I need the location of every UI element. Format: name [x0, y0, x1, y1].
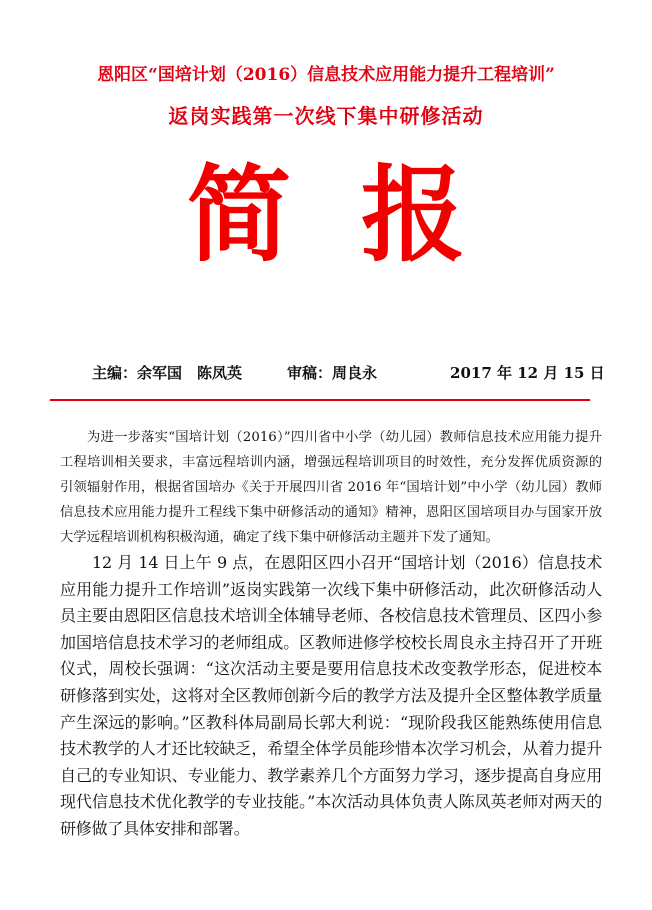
- issue-date: 2017 年 12 月 15 日: [450, 364, 605, 382]
- reviewer-name: 周良永: [332, 364, 378, 382]
- paragraph-2: 12 月 14 日上午 9 点，在恩阳区四小召开“国培计划（2016）信息技术应用能力提升工作培训”返岗实践第一次线下集中研修活动，此次研修活动人员主要由恩阳区信息技术培训全体辅导老师、各校信息技术管理员、区四小参加国培信息技术学习的老师组成。区教师进修学校校长周良永主持召开了开班仪式，周校长强调：“这次活动主要是要用信息技术改变教学形态，促进校本研修落到实处，这将对全区教师创新今后的教学方法及提升全区整体教学质量产生深远的影响。”区教科体局副局长郭大利说：“现阶段我区能熟练使用信息技术教学的人才还比较缺乏，希望全体学员能珍惜本次学习机会，从着力提升自己的专业知识、专业能力、教学素养几个方面努力学习，逐步提高自身应用现代信息技术优化教学的专业技能。”本次活动具体负责人陈凤英老师对两天的研修做了具体安排和部署。: [60, 553, 602, 838]
- editor-names: 余军国 陈凤英: [137, 364, 243, 382]
- red-divider: [50, 399, 590, 401]
- header-line-1: 恩阳区“国培计划（2016）信息技术应用能力提升工程培训”: [97, 65, 555, 85]
- paragraph-1: 为进一步落实“国培计划（2016）”四川省中小学（幼儿园）教师信息技术应用能力提升工程培训相关要求，丰富远程培训内涵，增强远程培训项目的时效性，充分发挥优质资源的引领辐射作用，根据省国培办《关于开展四川省 2016 年“国培计划”中小学（幼儿园）教师信息技术应用能力提升工程线下集中研修活动的通知》精神，恩阳区国培项目办与国家开放大学远程培训机构积极沟通，确定了线下集中研修活动主题并下发了通知。: [60, 430, 602, 545]
- reviewer-label: 审稿：: [287, 364, 333, 382]
- editor-label: 主编：: [92, 364, 138, 382]
- bulletin-big-title: 简报: [186, 154, 535, 276]
- bulletin-meta: [92, 362, 605, 383]
- header-line-2: 返岗实践第一次线下集中研修活动: [168, 104, 484, 128]
- article-body: [60, 425, 602, 843]
